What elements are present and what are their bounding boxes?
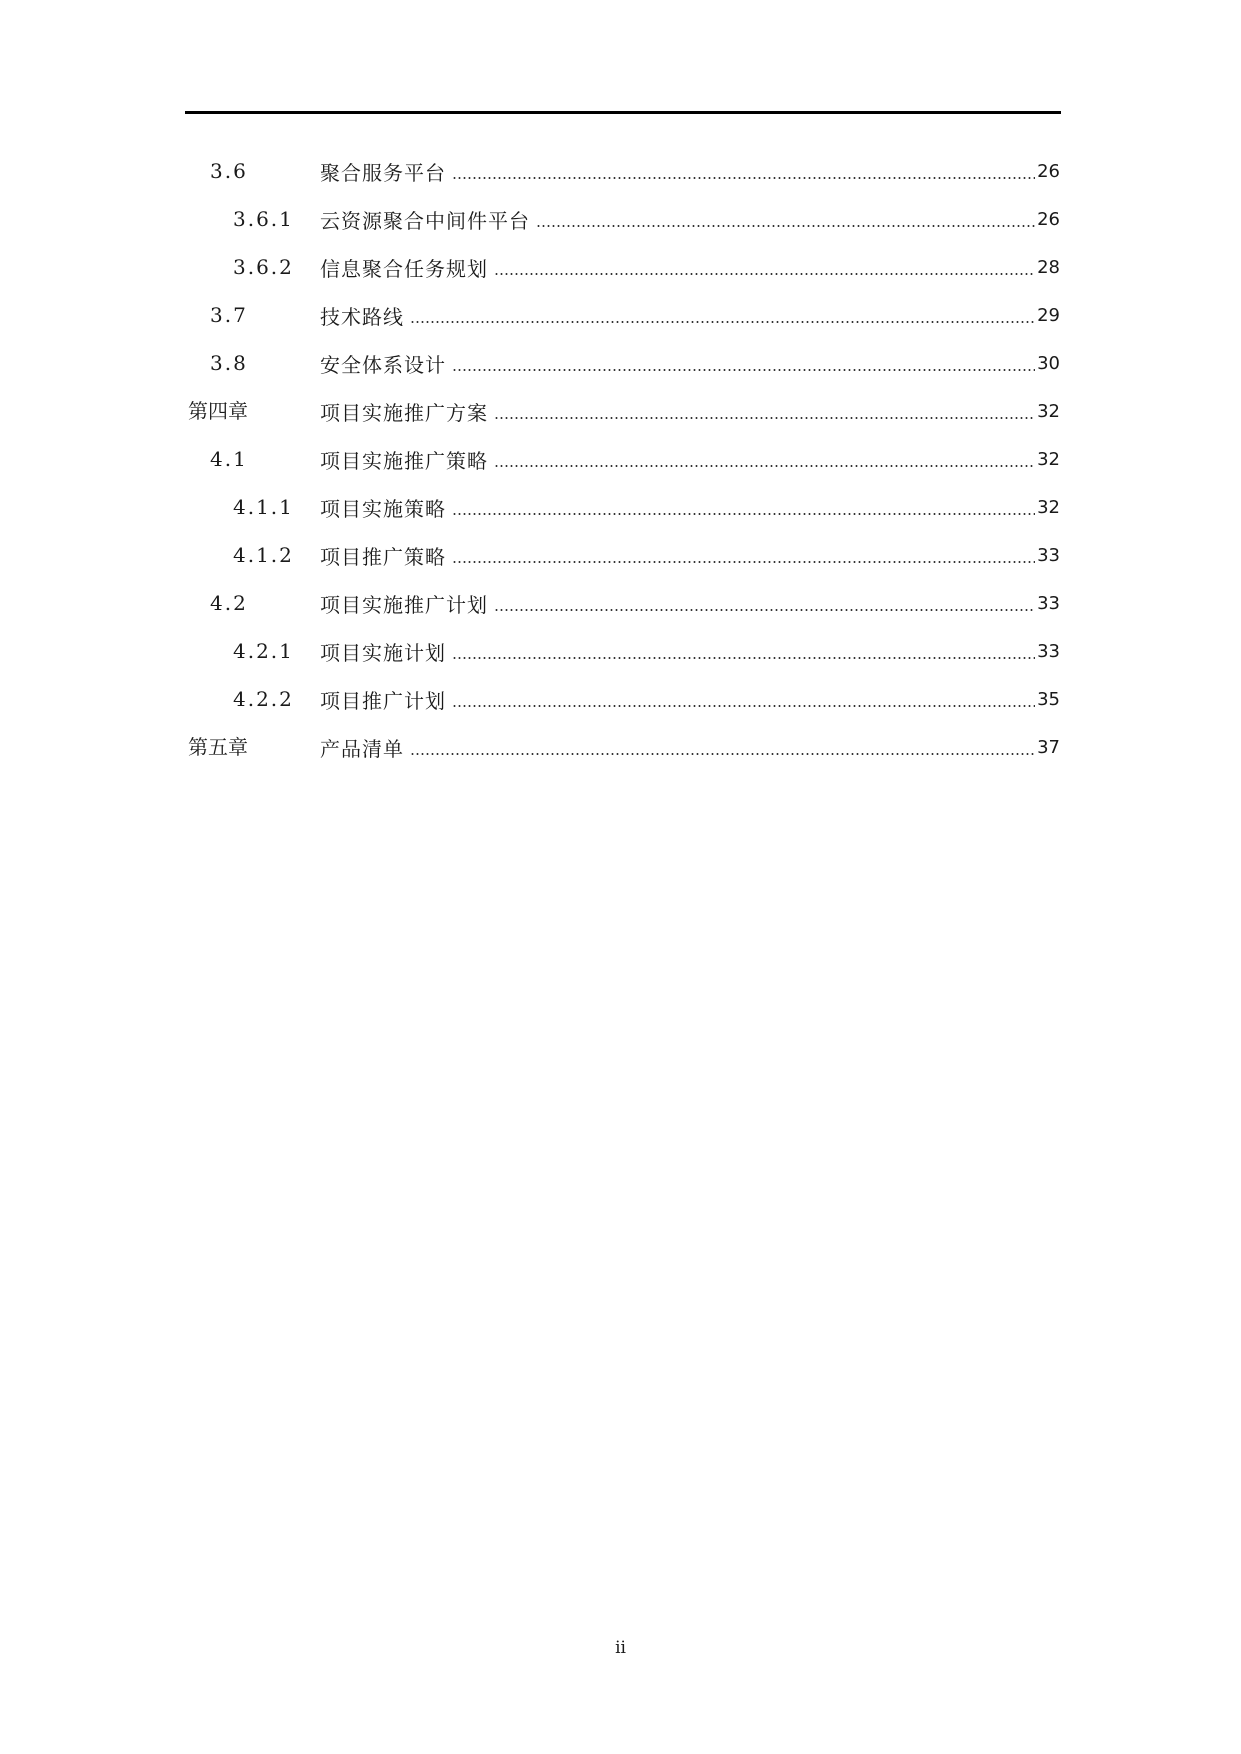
toc-entry-number: 3.6.2 xyxy=(233,255,294,279)
toc-entry-title: 信息聚合任务规划 xyxy=(320,256,488,281)
toc-chapter-entry[interactable] xyxy=(188,723,1060,771)
toc-entry-title: 产品清单 xyxy=(320,736,404,761)
toc-entry-number: 3.8 xyxy=(210,351,248,375)
toc-entry-page: 37 xyxy=(1037,736,1060,758)
toc-dot-leader xyxy=(410,723,1035,771)
toc-entry[interactable] xyxy=(188,483,1060,531)
toc-chapter-number: 第五章 xyxy=(188,735,248,759)
toc-entry-page: 32 xyxy=(1037,448,1060,470)
toc-dot-leader xyxy=(452,147,1035,195)
toc-entry-number: 3.7 xyxy=(210,303,248,327)
toc-entry[interactable] xyxy=(188,531,1060,579)
toc-chapter-entry[interactable] xyxy=(188,387,1060,435)
toc-entry[interactable] xyxy=(188,675,1060,723)
toc-entry-number: 4.2.2 xyxy=(233,687,294,711)
table-of-contents xyxy=(188,147,1060,771)
toc-dot-leader xyxy=(494,243,1035,291)
toc-entry-number: 4.1 xyxy=(210,447,248,471)
toc-entry-number: 4.1.1 xyxy=(233,495,294,519)
toc-entry[interactable] xyxy=(188,195,1060,243)
toc-entry-title: 安全体系设计 xyxy=(320,352,446,377)
header-rule xyxy=(185,111,1061,114)
toc-dot-leader xyxy=(410,291,1035,339)
toc-entry-title: 项目实施计划 xyxy=(320,640,446,665)
toc-entry-number: 3.6 xyxy=(210,159,248,183)
toc-entry-page: 26 xyxy=(1037,160,1060,182)
toc-dot-leader xyxy=(452,483,1035,531)
toc-dot-leader xyxy=(536,195,1035,243)
toc-dot-leader xyxy=(452,627,1035,675)
toc-entry-title: 项目推广计划 xyxy=(320,688,446,713)
toc-entry-title: 项目实施推广策略 xyxy=(320,448,488,473)
toc-entry[interactable] xyxy=(188,435,1060,483)
toc-entry-page: 35 xyxy=(1037,688,1060,710)
toc-entry-page: 33 xyxy=(1037,592,1060,614)
toc-dot-leader xyxy=(452,531,1035,579)
toc-chapter-number: 第四章 xyxy=(188,399,248,423)
toc-dot-leader xyxy=(452,675,1035,723)
toc-entry-page: 33 xyxy=(1037,544,1060,566)
toc-entry-title: 聚合服务平台 xyxy=(320,160,446,185)
toc-entry[interactable] xyxy=(188,291,1060,339)
toc-entry-title: 项目推广策略 xyxy=(320,544,446,569)
toc-entry[interactable] xyxy=(188,147,1060,195)
toc-entry[interactable] xyxy=(188,243,1060,291)
toc-entry-title: 项目实施推广计划 xyxy=(320,592,488,617)
toc-entry-title: 项目实施策略 xyxy=(320,496,446,521)
toc-dot-leader xyxy=(494,579,1035,627)
toc-entry-number: 4.2 xyxy=(210,591,248,615)
toc-entry-number: 4.1.2 xyxy=(233,543,294,567)
toc-entry[interactable] xyxy=(188,339,1060,387)
toc-entry-page: 26 xyxy=(1037,208,1060,230)
toc-entry-page: 29 xyxy=(1037,304,1060,326)
toc-entry[interactable] xyxy=(188,579,1060,627)
toc-entry-page: 30 xyxy=(1037,352,1060,374)
toc-entry-title: 项目实施推广方案 xyxy=(320,400,488,425)
toc-entry-number: 4.2.1 xyxy=(233,639,294,663)
toc-entry-title: 技术路线 xyxy=(320,304,404,329)
toc-entry[interactable] xyxy=(188,627,1060,675)
toc-entry-number: 3.6.1 xyxy=(233,207,294,231)
toc-entry-page: 33 xyxy=(1037,640,1060,662)
toc-entry-page: 32 xyxy=(1037,496,1060,518)
footer-page-number: ii xyxy=(615,1638,626,1658)
toc-dot-leader xyxy=(452,339,1035,387)
toc-dot-leader xyxy=(494,387,1035,435)
toc-dot-leader xyxy=(494,435,1035,483)
toc-entry-page: 28 xyxy=(1037,256,1060,278)
toc-entry-page: 32 xyxy=(1037,400,1060,422)
toc-entry-title: 云资源聚合中间件平台 xyxy=(320,208,530,233)
